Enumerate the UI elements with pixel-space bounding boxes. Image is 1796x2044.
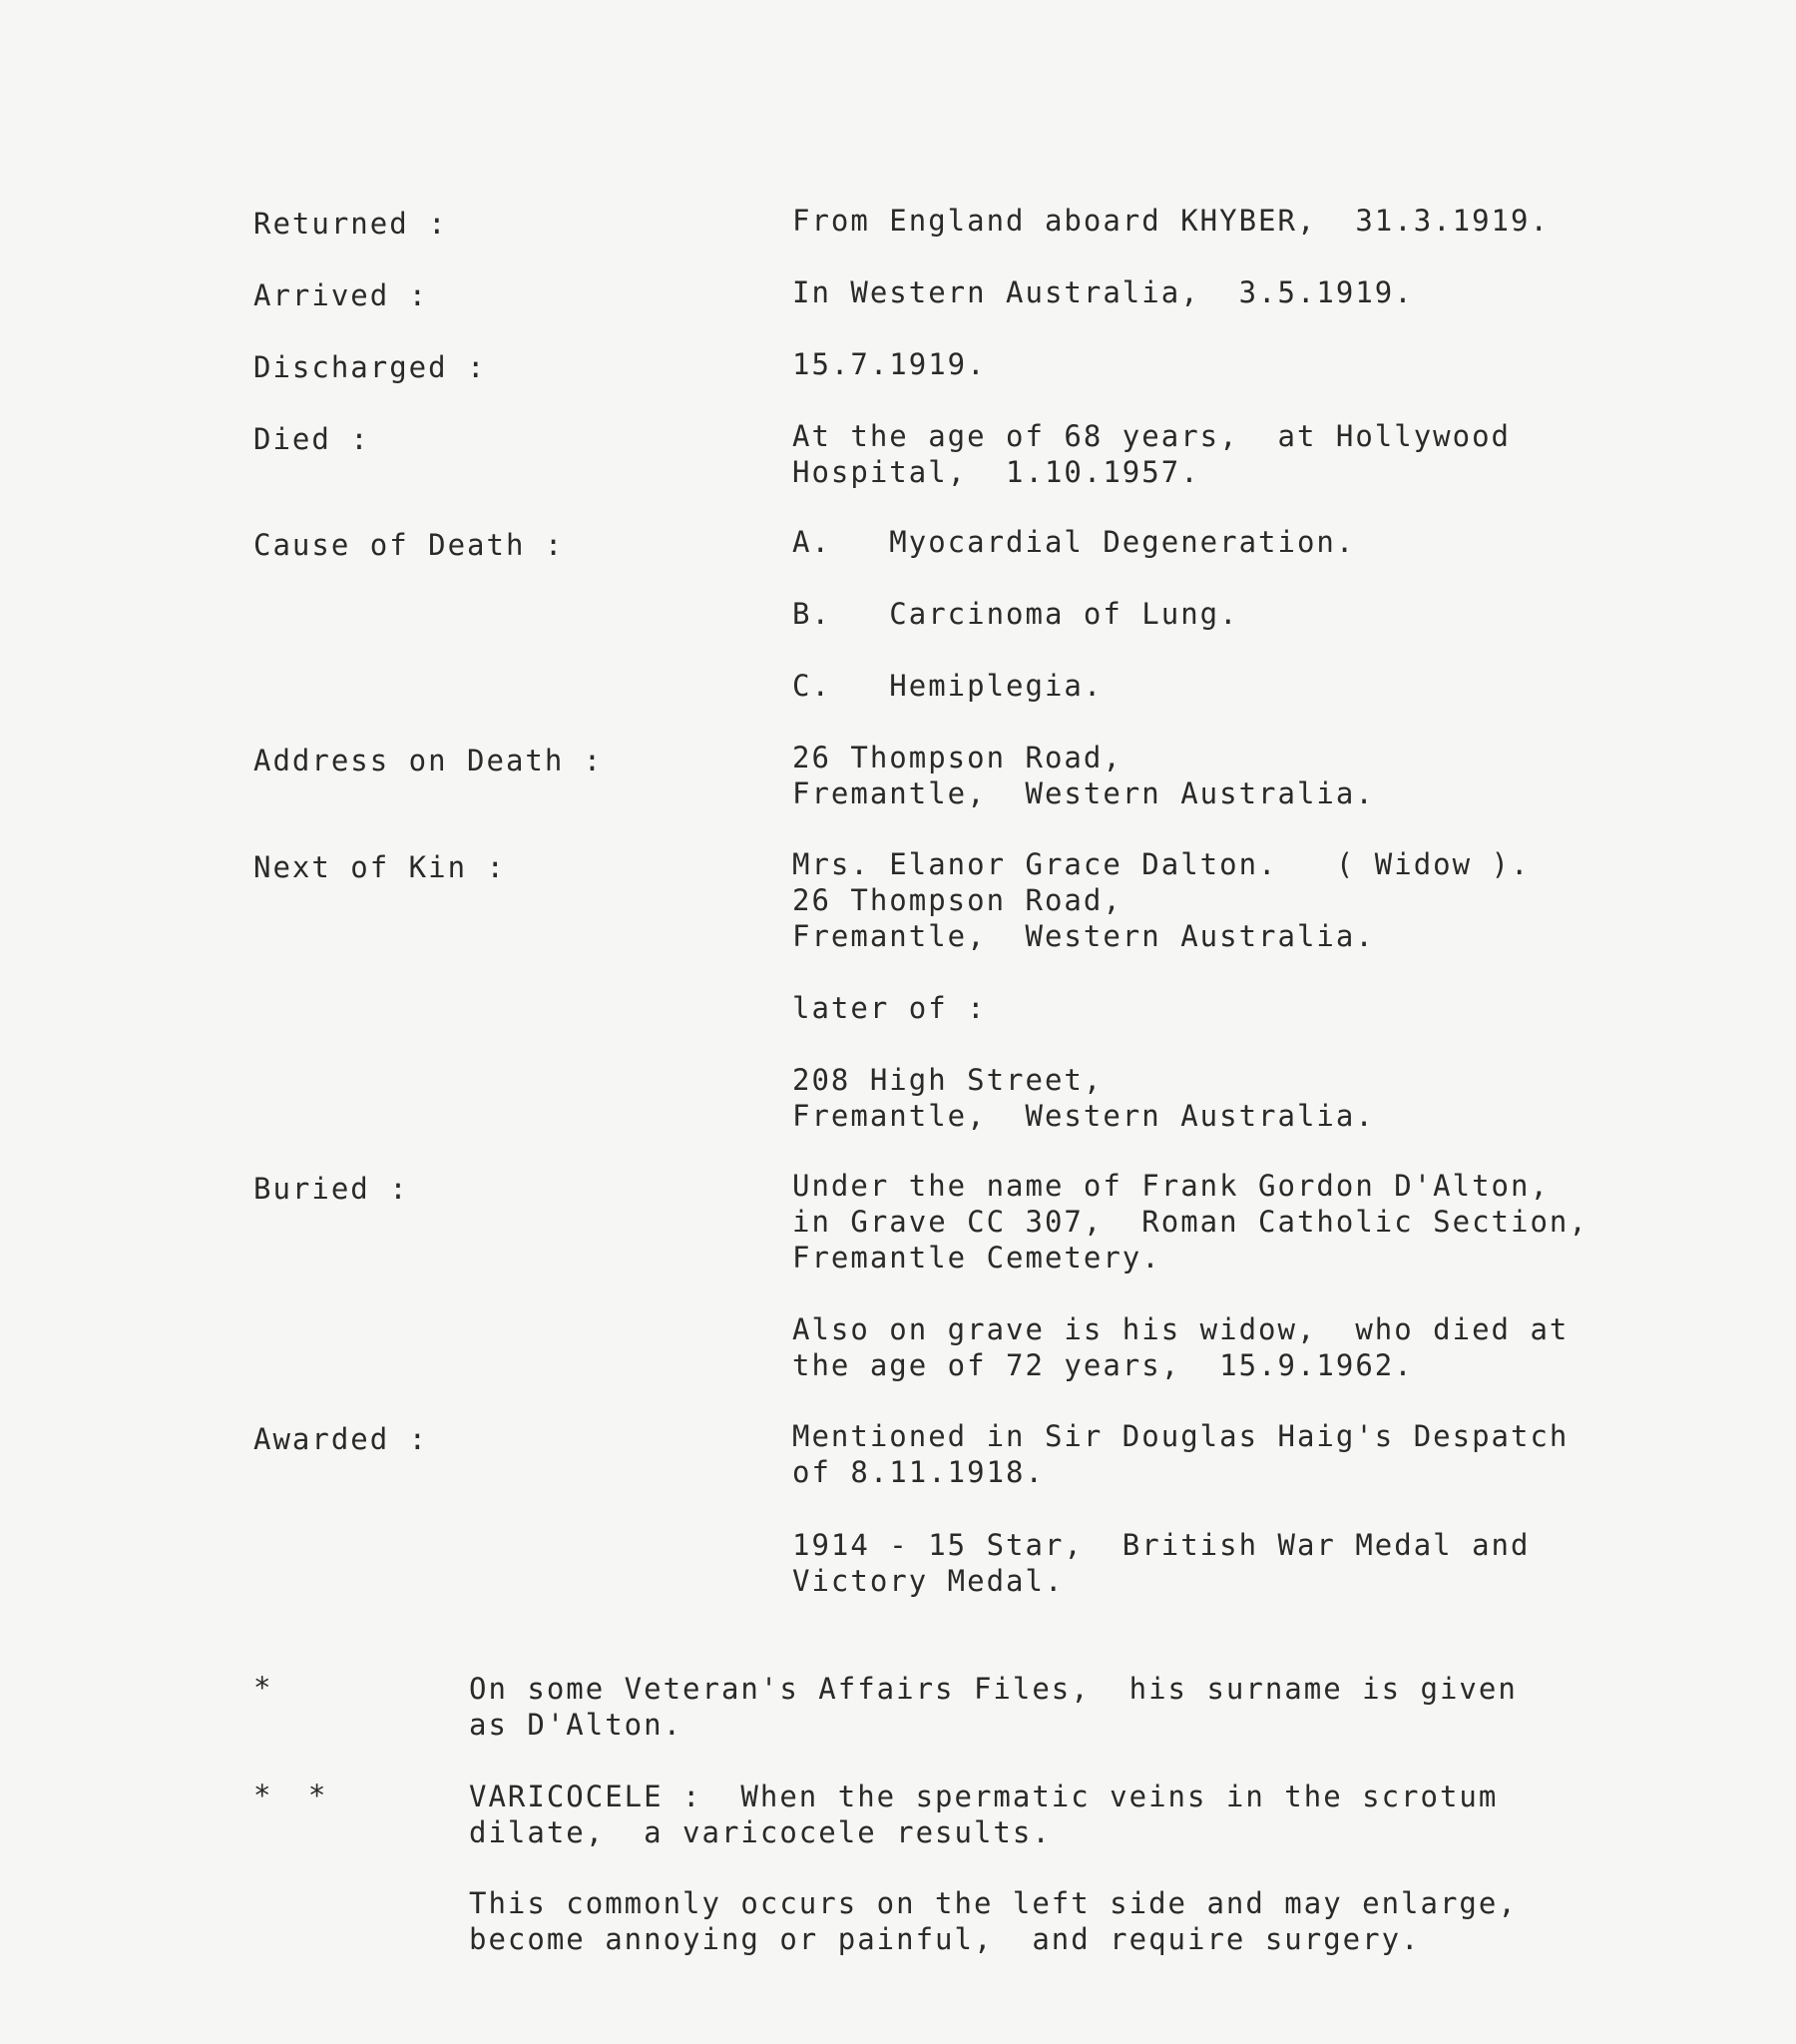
footnote-text-3: This commonly occurs on the left side and may enlarge, become annoying or painful, and require surgery. <box>469 1886 1518 1956</box>
value-awarded-medals: 1914 - 15 Star, British War Medal and Victory Medal. <box>792 1528 1531 1598</box>
value-buried-widow: Also on grave is his widow, who died at the age of 72 years, 15.9.1962. <box>792 1312 1570 1382</box>
label-returned: Returned : <box>253 207 448 241</box>
value-returned: From England aboard KHYBER, 31.3.1919. <box>792 204 1550 238</box>
label-discharged: Discharged : <box>253 350 487 384</box>
value-cause-a: A. Myocardial Degeneration. <box>792 525 1356 559</box>
label-cause-of-death: Cause of Death : <box>253 528 565 562</box>
value-awarded-mention: Mentioned in Sir Douglas Haig's Despatch of 8.11.1918. <box>792 1419 1570 1489</box>
label-arrived: Arrived : <box>253 278 429 312</box>
value-address-on-death: 26 Thompson Road, Fremantle, Western Australia. <box>792 741 1375 810</box>
footnote-mark-1: * <box>253 1671 281 1705</box>
value-arrived: In Western Australia, 3.5.1919. <box>792 275 1414 309</box>
value-kin-later-of: later of : <box>792 991 987 1025</box>
label-next-of-kin: Next of Kin : <box>253 850 506 884</box>
label-awarded: Awarded : <box>253 1422 429 1456</box>
footnote-mark-2: * * <box>253 1779 336 1812</box>
footnote-text-1: On some Veteran's Affairs Files, his surname is given as D'Alton. <box>469 1672 1518 1742</box>
value-cause-c: C. Hemiplegia. <box>792 669 1104 703</box>
value-kin-later-address: 208 High Street, Fremantle, Western Australia. <box>792 1063 1375 1133</box>
label-address-on-death: Address on Death : <box>253 744 604 777</box>
value-cause-b: B. Carcinoma of Lung. <box>792 597 1239 631</box>
label-buried: Buried : <box>253 1172 409 1206</box>
value-next-of-kin: Mrs. Elanor Grace Dalton. ( Widow ). 26 Thompson Road, Fremantle, Western Australia. <box>792 847 1531 953</box>
value-buried: Under the name of Frank Gordon D'Alton, in Grave CC 307, Roman Catholic Section, Fremantle Cemetery. <box>792 1169 1588 1275</box>
footnote-text-2: VARICOCELE : When the spermatic veins in the scrotum dilate, a varicocele results. <box>469 1780 1499 1849</box>
label-died: Died : <box>253 422 370 456</box>
value-discharged: 15.7.1919. <box>792 347 987 381</box>
value-died: At the age of 68 years, at Hollywood Hospital, 1.10.1957. <box>792 419 1512 489</box>
